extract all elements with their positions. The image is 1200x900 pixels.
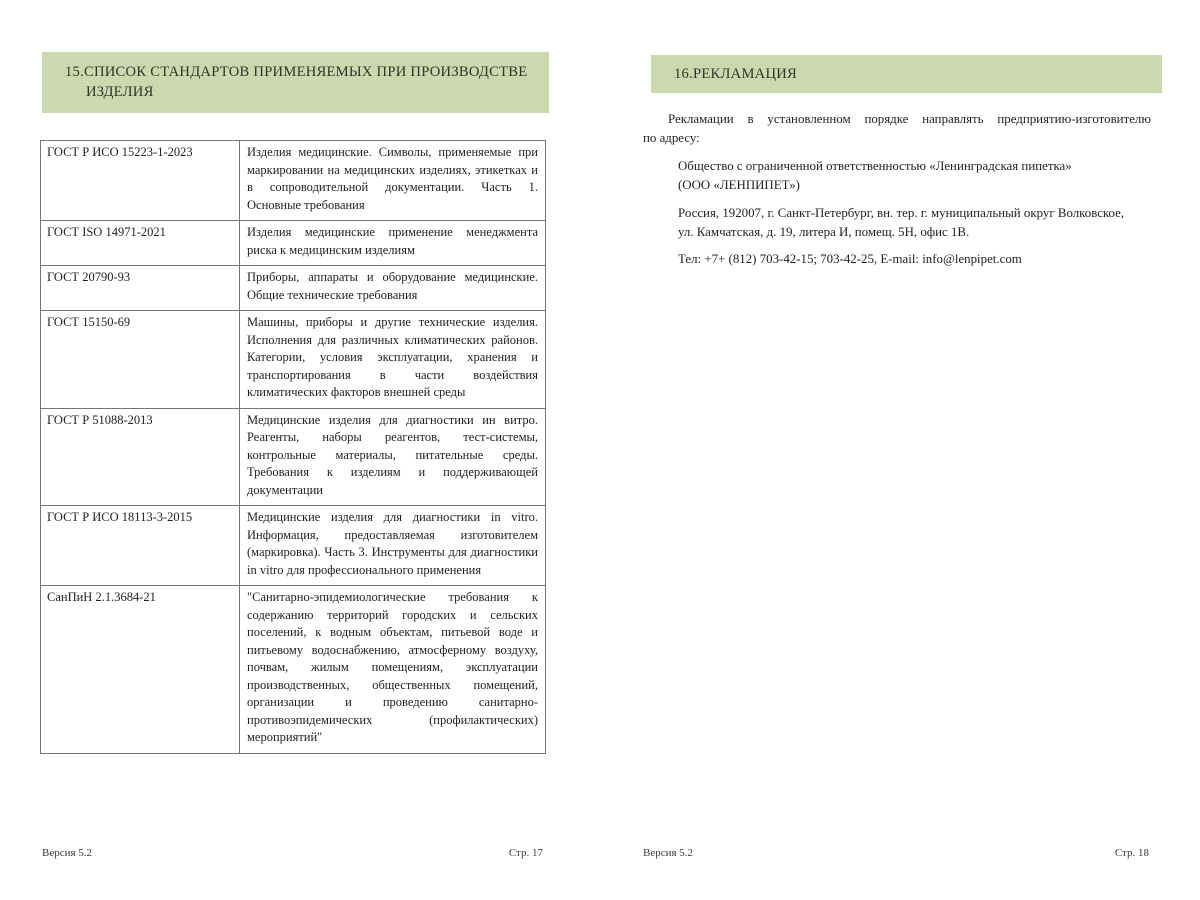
reclamation-intro-paragraph [643,110,1151,147]
table-row [41,141,546,221]
page-18-footer [643,847,1149,859]
section-15-heading [42,52,549,113]
section-15-title-line1 [65,63,543,83]
manufacturer-address-block [678,157,1151,269]
contact-line: Тел: +7+ (812) 703-42-15; 703-42-25, E-mail: info@lenpipet.com [678,252,1022,267]
standard-description: Медицинские изделия для диагностики in vitro. Информация, предоставляемая изготовителем (маркировка). Часть 3. Инструменты для диагностики in vitro для профессионального применения [240,506,546,586]
company-name [678,157,1151,194]
table-row [41,221,546,266]
version-label: Версия 5.2 [643,847,694,859]
page-number: Стр. 18 [1114,847,1149,859]
standard-code: СанПиН 2.1.3684-21 [41,586,240,754]
standard-code: ГОСТ Р ИСО 15223-1-2023 [41,141,240,221]
company-name-line1: Общество с ограниченной ответственностью «Ленинградская пипетка» [678,159,1072,174]
standard-code: ГОСТ ISO 14971-2021 [41,221,240,266]
section-16-number: 16. [674,66,693,82]
section-16-title-line1 [674,65,1156,85]
reclamation-body [643,110,1151,278]
standard-code: ГОСТ 15150-69 [41,311,240,409]
standard-code: ГОСТ Р ИСО 18113-3-2015 [41,506,240,586]
standard-description: Машины, приборы и другие технические изделия. Исполнения для различных климатических районов. Категории, условия эксплуатации, хранения и транспортирования в части воздействия климатических факторов внешней среды [240,311,546,409]
page-number: Стр. 17 [508,847,543,859]
standard-description: Изделия медицинские применение менеджмента риска к медицинским изделиям [240,221,546,266]
version-label: Версия 5.2 [42,847,93,859]
intro-line2: по адресу: [643,130,700,145]
postal-address-line1: Россия, 192007, г. Санкт-Петербург, вн. тер. г. муниципальный округ Волковское, [678,205,1125,220]
standard-description: "Санитарно-эпидемиологические требования к содержанию территорий городских и сельских поселений, к водным объектам, питьевой воде и питьевому водоснабжению, атмосферному воздуху, почвам, жилым помещениям, эксплуатации производственных, общественных помещений, организации и проведению санитарно-противоэпидемических (профилактических) мероприятий" [240,586,546,754]
table-row [41,266,546,311]
section-16-title-text: РЕКЛАМАЦИЯ [693,66,798,82]
section-15-title-text: СПИСОК СТАНДАРТОВ ПРИМЕНЯЕМЫХ ПРИ ПРОИЗВОДСТВЕ [84,64,528,80]
table-row [41,408,546,506]
table-row [41,506,546,586]
table-row [41,311,546,409]
company-name-line2: (ООО «ЛЕНПИПЕТ») [678,178,800,193]
standard-description: Изделия медицинские. Символы, применяемые при маркировании на медицинских изделиях, этикетках и в сопроводительной документации. Часть 1. Основные требования [240,141,546,221]
table-row [41,586,546,754]
postal-address-line2: ул. Камчатская, д. 19, литера И, помещ. 5Н, офис 1В. [678,224,970,239]
section-16-heading [651,55,1162,93]
standard-code: ГОСТ 20790-93 [41,266,240,311]
standard-description: Медицинские изделия для диагностики ин витро. Реагенты, наборы реагентов, тест-системы, контрольные материалы, питательные среды. Требования к изделиям и поддерживающей документации [240,408,546,506]
standard-description: Приборы, аппараты и оборудование медицинские. Общие технические требования [240,266,546,311]
section-15-title-line2: ИЗДЕЛИЯ [86,83,154,100]
standard-code: ГОСТ Р 51088-2013 [41,408,240,506]
standards-table [40,140,546,754]
intro-line1: Рекламации в установленном порядке направлять предприятию-изготовителю [668,112,1151,126]
postal-address [678,204,1151,241]
page-17-footer [42,847,543,859]
section-15-number: 15. [65,64,84,80]
